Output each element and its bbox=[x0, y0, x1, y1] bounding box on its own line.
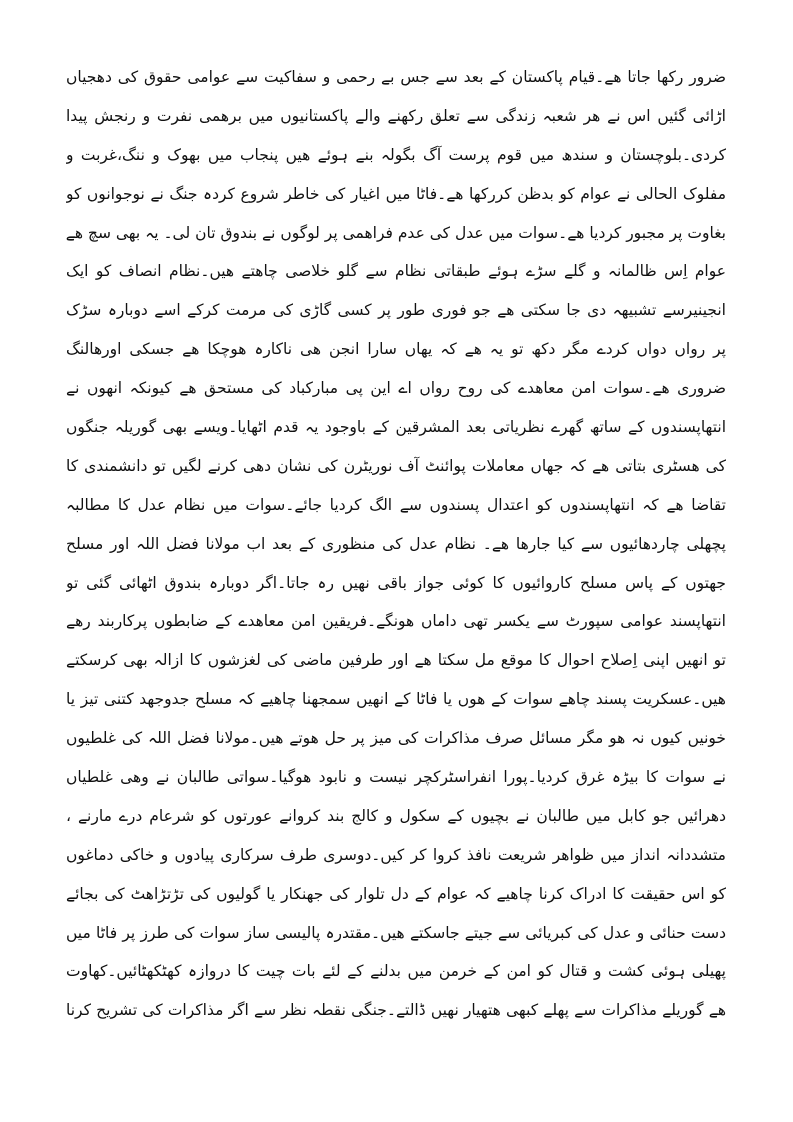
text-line: تقاضا ھے کہ انتھاپسندوں کو اعتدال پسندوں سے الگ کردیا جائے۔سوات میں نظام عدل کا مطالبہ bbox=[66, 495, 726, 514]
text-line: ضروری ھے۔سوات امن معاھدے کی روح رواں اے این پی مبارکباد کی مستحق ھے کیونکہ انھوں نے bbox=[66, 379, 726, 398]
text-line: دھرائیں جو کابل میں طالبان نے بچیوں کے سکول و کالج بند کروانے عورتوں کو شرعام درے مارنے ، bbox=[66, 806, 726, 825]
text-line: دست حنائی و عدل کی کبریائی سے جیتے جاسکتے ھیں۔مقتدرہ پالیسی ساز سوات کی طرز پر فاٹا میں bbox=[66, 923, 726, 942]
text-line: ھے گوریلے مذاکرات سے پھلے کبھی ھتھیار نھیں ڈالتے۔جنگی نقطہ نظر سے اگر مذاکرات کی تشریح کرنا bbox=[66, 1001, 726, 1020]
text-line: جھتوں کے پاس مسلح کاروائیوں کا کوئی جواز باقی نھیں رہ جاتا۔اگر دوبارہ بندوق اٹھائی گئی تو bbox=[66, 573, 726, 592]
text-line: نے سوات کا بیڑہ غرق کردیا۔پورا انفراسٹرکچر نیست و نابود ھوگیا۔سواتی طالبان نے وھی غلطیاں bbox=[66, 768, 726, 787]
text-line: کی ھسٹری بتاتی ھے کہ جھاں معاملات پوائنٹ آف نوریٹرن کی نشان دھی کرنے لگیں تو دانشمندی کا bbox=[66, 456, 726, 475]
text-line: ضرور رکھا جاتا ھے۔قیام پاکستان کے بعد سے جس بے رحمی و سفاکیت سے عوامی حقوق کی دھجیاں bbox=[66, 68, 726, 86]
text-line: عوام اِس ظالمانہ و گلے سڑے ہوئے طبقاتی نظام سے گلو خلاصی چاھتے ھیں۔نظام انصاف کو ایک bbox=[66, 262, 726, 281]
text-line: مفلوک الحالی نے عوام کو بدظن کررکھا ھے۔فاٹا میں اغیار کی خاطر شروع کردہ جنگ نے نوجوانوں کو bbox=[66, 184, 726, 203]
text-line: خونیں کیوں نہ ھو مگر مسائل صرف مذاکرات کی میز پر حل ھوتے ھیں۔مولانا فضل اللہ کی غلطیوں bbox=[66, 729, 726, 748]
text-line: اڑائی گئیں اس نے ھر شعبہ زندگی سے تعلق رکھنے والے پاکستانیوں میں برھمی نفرت و رنجش پیدا bbox=[66, 106, 726, 125]
text-line: کو اس حقیقت کا ادراک کرنا چاھیے کہ عوام کے دل تلوار کی جھنکار یا گولیوں کی تڑتڑاھٹ کی بجائے bbox=[66, 884, 726, 903]
text-line: پر رواں دواں کردے مگر دکھ تو یہ ھے کہ یھاں سارا انجن ھی ناکارہ ھوچکا ھے جسکی اورھالنگ bbox=[66, 340, 726, 359]
text-line: انجینیرسے تشبیھہ دی جا سکتی ھے جو فوری طور پر کسی گاڑی کی مرمت کرکے اسے دوبارہ سڑک bbox=[66, 301, 726, 320]
text-line: کردی۔بلوچستان و سندھ میں قوم پرست آگ بگولہ بنے ہوئے ھیں پنجاب میں بھوک و ننگ،غربت و bbox=[66, 145, 726, 164]
text-line: انتھاپسندوں کے ساتھ گھرے نظریاتی بعد المشرقین کے باوجود یہ قدم اٹھایا۔ویسے بھی گوریلہ جنگوں bbox=[66, 418, 726, 437]
text-line: تو انھیں اپنی اِصلاح احوال کا موقع مل سکتا ھے اور طرفین ماضی کی لغزشوں کا ازالہ بھی کرسکتے bbox=[66, 651, 726, 670]
text-line: بغاوت پر مجبور کردیا ھے۔سوات میں عدل کی عدم فراھمی پر لوگوں نے بندوق تان لی۔ یہ بھی سچ ھے bbox=[66, 223, 726, 242]
text-line: پھیلی ہوئی کشت و قتال کو امن کے خرمن میں بدلنے کے لئے بات چیت کا دروازہ کھٹکھٹائیں۔کھاوت bbox=[66, 962, 726, 981]
text-line: پچھلی چاردھائیوں سے کیا جارھا ھے۔ نظام عدل کی منظوری کے بعد اب مولانا فضل اللہ اور مسلح bbox=[66, 534, 726, 553]
text-line: متشددانہ انداز میں ظواھر شریعت نافذ کروا کر کیں۔دوسری طرف سرکاری پیادوں و خاکی دماغوں bbox=[66, 845, 726, 864]
article-body bbox=[66, 58, 726, 1030]
text-line: ھیں۔عسکریت پسند چاھے سوات کے ھوں یا فاٹا کے انھیں سمجھنا چاھیے کہ مسلح جدوجھد کتنی تیز یا bbox=[66, 690, 726, 709]
text-line: انتھاپسند عوامی سپورٹ سے یکسر تھی داماں ھونگے۔فریقین امن معاھدے کے ضابطوں پرکاربند رھے bbox=[66, 612, 726, 631]
